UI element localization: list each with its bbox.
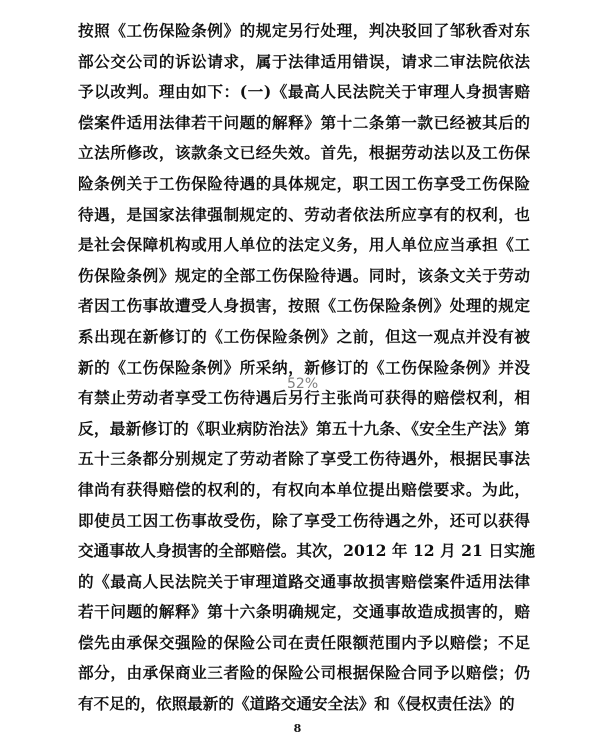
zoom-overlay-label: 52% [287, 376, 319, 392]
page-number: 8 [293, 722, 302, 735]
text-line: 者因工伤事故遭受人身损害，按照《工伤保险条例》处理的规定 [78, 296, 530, 316]
text-line: 偿案件适用法律若干问题的解释》第十二条第一款已经被其后的 [78, 112, 530, 132]
text-line: 律尚有获得赔偿的权利的，有权向本单位提出赔偿要求。为此， [78, 479, 530, 499]
text-line: 反，最新修订的《职业病防治法》第五十九条、《安全生产法》第 [78, 418, 530, 438]
text-line: 险条例关于工伤保险待遇的具体规定，职工因工伤享受工伤保险 [78, 173, 530, 193]
text-line: 是社会保障机构或用人单位的法定义务，用人单位应当承担《工 [78, 235, 530, 255]
text-line: 交通事故人身损害的全部赔偿。其次，2012 年 12 月 21 日实施 [78, 541, 536, 561]
text-line: 五十三条都分别规定了劳动者除了享受工伤待遇外，根据民事法 [78, 449, 530, 469]
text-line: 偿先由承保交强险的保险公司在责任限额范围内予以赔偿；不足 [78, 632, 530, 652]
text-line: 系出现在新修订的《工伤保险条例》之前，但这一观点并没有被 [78, 326, 530, 346]
text-line: 予以改判。理由如下：(一)《最高人民法院关于审理人身损害赔 [78, 82, 530, 102]
text-line: 按照《工伤保险条例》的规定另行处理，判决驳回了邹秋香对东 [78, 21, 530, 40]
text-line: 部公交公司的诉讼请求，属于法律适用错误，请求二审法院依法 [78, 51, 530, 71]
text-line: 即使员工因工伤事故受伤，除了享受工伤待遇之外，还可以获得 [78, 510, 530, 530]
text-line: 伤保险条例》规定的全部工伤保险待遇。同时，该条文关于劳动 [78, 265, 530, 285]
text-line: 立法所修改，该款条文已经失效。首先，根据劳动法以及工伤保 [78, 143, 530, 163]
text-line: 的《最高人民法院关于审理道路交通事故损害赔偿案件适用法律 [78, 571, 530, 591]
text-line: 有不足的，依照最新的《道路交通安全法》和《侵权责任法》的 [78, 694, 515, 714]
text-line: 若干问题的解释》第十六条明确规定，交通事故造成损害的，赔 [78, 602, 530, 622]
text-line: 部分，由承保商业三者险的保险公司根据保险合同予以赔偿；仍 [78, 663, 530, 683]
text-line: 新的《工伤保险条例》所采纳，新修订的《工伤保险条例》并没 [78, 357, 530, 377]
body-paragraph [78, 16, 536, 720]
text-line: 待遇，是国家法律强制规定的、劳动者依法所应享有的权利，也 [78, 204, 530, 224]
text-line: 有禁止劳动者享受工伤待遇后另行主张尚可获得的赔偿权利，相 [78, 388, 530, 408]
